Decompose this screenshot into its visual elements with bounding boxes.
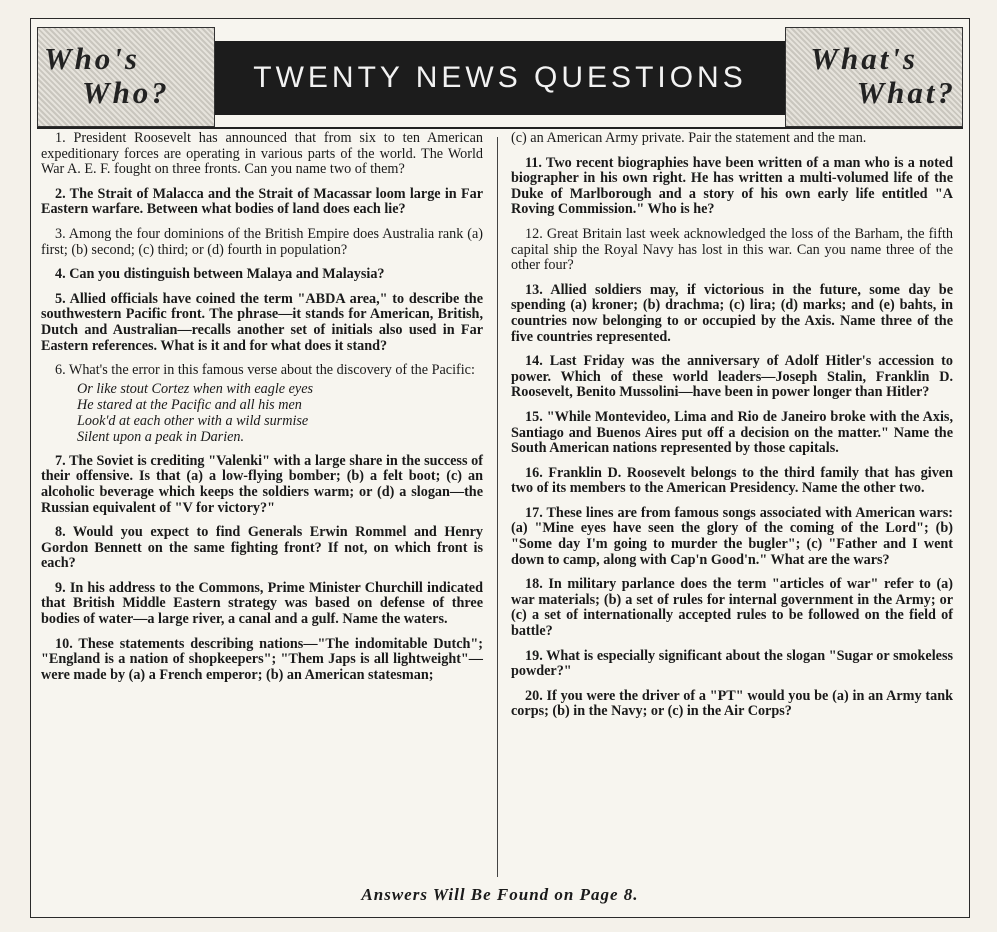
question-15: 15. "While Montevideo, Lima and Rio de Janeiro broke with the Axis, Santiago and Buenos Aires put off a decision on the matter." Name the South American nations represented by those capitals.	[511, 408, 953, 457]
whos-who-box	[37, 27, 215, 127]
question-20: 20. If you were the driver of a "PT" would you be (a) in an Army tank corps; (b) in the Navy; or (c) in the Air Corps?	[511, 687, 953, 720]
question-4: 4. Can you distinguish between Malaya and Malaysia?	[55, 266, 385, 283]
whos-who-line2: Who?	[82, 75, 170, 110]
question-19: 19. What is especially significant about the slogan "Sugar or smokeless powder?"	[511, 647, 953, 680]
right-column	[511, 131, 953, 729]
question-7: 7. The Soviet is crediting "Valenki" with a large share in the success of their offensive. Is that (a) a low-flying bomber; (b) a felt boot; (c) an alcoholic beverage which keeps the soldiers warm; or (d) a slogan—the Russian equivalent of "V for victory?"	[41, 452, 483, 516]
left-column	[41, 131, 483, 692]
whats-what-box	[785, 27, 963, 127]
question-14: 14. Last Friday was the anniversary of Adolf Hitler's accession to power. Which of these world leaders—Joseph Stalin, Franklin D. Roosevelt, Benito Mussolini—have been in power longer than Hitler?	[511, 353, 953, 401]
header	[37, 27, 963, 129]
page-title: TWENTY NEWS QUESTIONS	[215, 41, 785, 115]
question-18: 18. In military parlance does the term "articles of war" refer to (a) war materials; (b) a set of rules for internal government in the Army; or (c) a set of internationally accepted rules to be followed on the field of battle?	[511, 576, 953, 640]
question-5: 5. Allied officials have coined the term "ABDA area," to describe the southwestern Pacific front. The phrase—it stands for American, British, Dutch and Australian—recalls another set of initials also used in Far Eastern references. What is it and for what does it stand?	[41, 290, 483, 354]
verse-line: Or like stout Cortez when with eagle eyes	[77, 380, 314, 397]
question-3: 3. Among the four dominions of the British Empire does Australia rank (a) first; (b) second; (c) third; or (d) fourth in population?	[41, 225, 483, 258]
question-10: 10. These statements describing nations—"The indomitable Dutch"; "England is a nation of shopkeepers"; "Them Japs is all lightweight"—were made by (a) a French emperor; (b) an American statesman;	[41, 635, 483, 683]
column-divider	[497, 137, 498, 877]
question-16: 16. Franklin D. Roosevelt belongs to the third family that has given two of its members to the American Presidency. Name the other two.	[511, 464, 953, 497]
whats-what-line1: What's	[810, 41, 918, 76]
answers-note: Answers Will Be Found on Page 8.	[361, 885, 639, 904]
question-8: 8. Would you expect to find Generals Erwin Rommel and Henry Gordon Bennett on the same fighting front? If not, on which front is each?	[41, 524, 483, 572]
verse-line: Silent upon a peak in Darien.	[77, 428, 245, 445]
news-questions-clipping	[30, 18, 970, 918]
question-12: 12. Great Britain last week acknowledged the loss of the Barham, the fifth capital ship the Royal Navy has lost in this war. Can you name three of the other four?	[511, 225, 953, 274]
verse-block	[77, 381, 483, 445]
verse-line: He stared at the Pacific and all his men	[77, 396, 302, 413]
question-2: 2. The Strait of Malacca and the Strait of Macassar loom large in Far Eastern warfare. Between what bodies of land does each lie?	[41, 185, 483, 218]
question-11: 11. Two recent biographies have been written of a man who is a noted biographer in his own right. He has written a multi-volumed life of the Duke of Marlborough and a story of his own early life entitled "A Roving Commission." Who is he?	[511, 154, 953, 218]
question-1: 1. President Roosevelt has announced that from six to ten American expeditionary forces are operating in various parts of the world. The World War A. E. F. fought on three fronts. Can you name two of them?	[41, 130, 483, 178]
question-13: 13. Allied soldiers may, if victorious in the future, some day be spending (a) kroner; (b) drachma; (c) lira; (d) marks; and (e) bahts, in countries now belonging to or occupied by the Axis. Name three of the five countries represented.	[511, 281, 953, 345]
whos-who-line1: Who's	[44, 41, 140, 76]
question-6: 6. What's the error in this famous verse about the discovery of the Pacific:	[55, 362, 475, 379]
question-17: 17. These lines are from famous songs associated with American wars: (a) "Mine eyes have seen the glory of the coming of the Lord"; (b) "Some day I'm going to murder the bugler"; (c) "Father and I went down to camp, along with Cap'n Good'n." What are the wars?	[511, 504, 953, 568]
question-10-continued: (c) an American Army private. Pair the statement and the man.	[511, 130, 867, 146]
verse-line: Look'd at each other with a wild surmise	[77, 412, 309, 429]
question-9: 9. In his address to the Commons, Prime Minister Churchill indicated that British Middle Eastern strategy was based on defense of three bodies of water—a large river, a canal and a gulf. Name the waters.	[41, 579, 483, 628]
whats-what-line2: What?	[856, 75, 956, 110]
